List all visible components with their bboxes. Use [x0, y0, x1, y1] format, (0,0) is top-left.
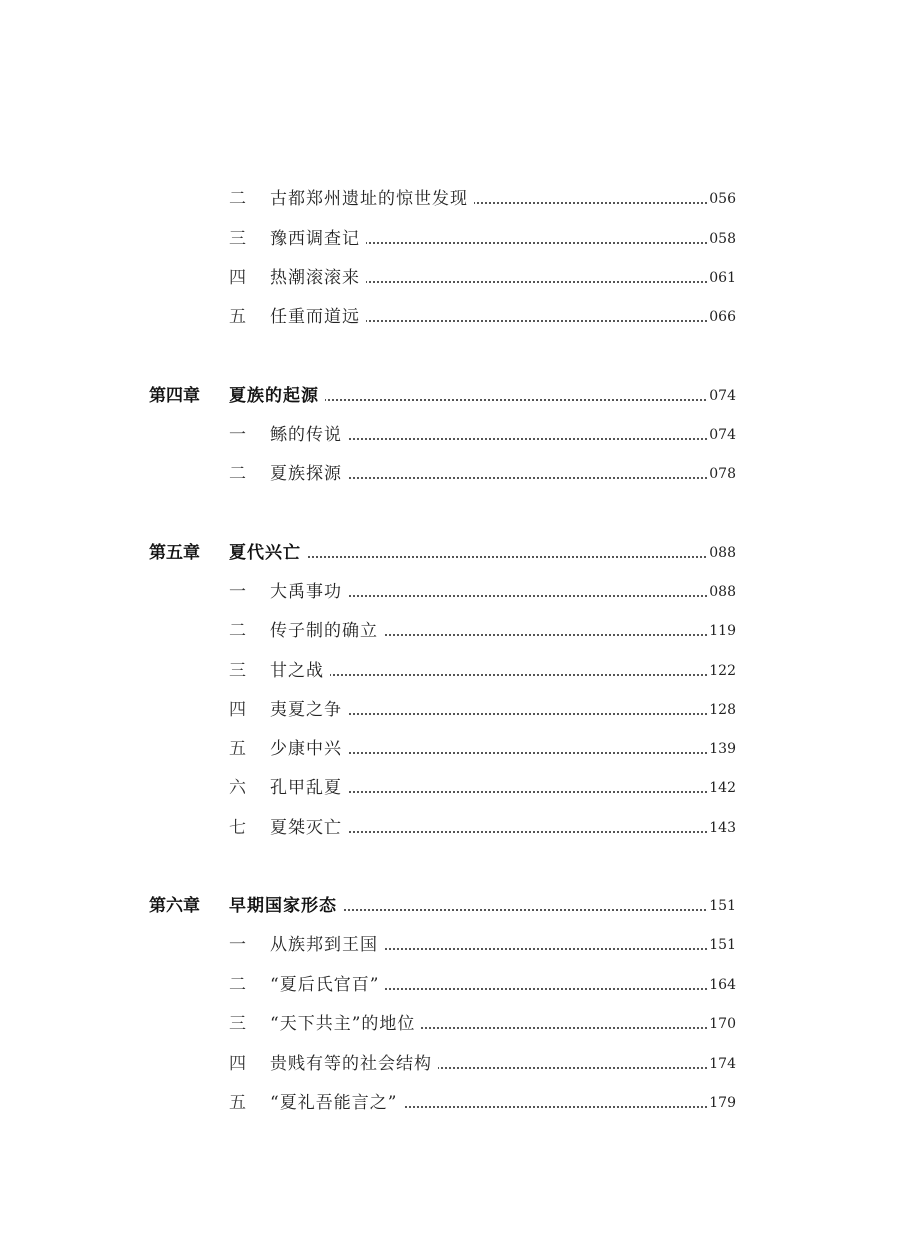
section-title: “夏后氏官百”	[270, 970, 385, 1000]
toc-entry[interactable]	[0, 224, 900, 254]
section-title: 孔甲乱夏	[270, 773, 348, 803]
chapter-number: 第五章	[149, 543, 200, 563]
toc-entry[interactable]	[0, 773, 900, 803]
section-number: 三	[229, 661, 246, 681]
toc-entry[interactable]	[0, 695, 900, 725]
section-number: 三	[229, 229, 246, 249]
page-number: 151	[707, 891, 736, 921]
section-title: 贵贱有等的社会结构	[270, 1049, 438, 1079]
toc-chapter-entry[interactable]	[0, 891, 900, 921]
page-number: 179	[707, 1088, 736, 1118]
toc-chapter-entry[interactable]	[0, 538, 900, 568]
toc-entry[interactable]	[0, 459, 900, 489]
dot-leader	[270, 674, 734, 676]
page-number: 074	[707, 381, 736, 411]
section-number: 二	[229, 975, 246, 995]
page-number: 088	[707, 577, 736, 607]
section-title: 少康中兴	[270, 734, 348, 764]
page-number: 058	[707, 224, 736, 254]
section-number: 四	[229, 1054, 246, 1074]
toc-entry[interactable]	[0, 970, 900, 1000]
page-number: 056	[707, 184, 736, 214]
toc-entry[interactable]	[0, 1049, 900, 1079]
section-number: 四	[229, 700, 246, 720]
section-title: 传子制的确立	[270, 616, 384, 646]
toc-entry[interactable]	[0, 1088, 900, 1118]
section-number: 一	[229, 425, 246, 445]
section-number: 一	[229, 935, 246, 955]
section-number: 五	[229, 1093, 246, 1113]
chapter-title: 早期国家形态	[229, 891, 343, 921]
chapter-number: 第四章	[149, 386, 200, 406]
toc-entry[interactable]	[0, 930, 900, 960]
toc-chapter-entry[interactable]	[0, 381, 900, 411]
section-number: 四	[229, 268, 246, 288]
section-title: 夷夏之争	[270, 695, 348, 725]
section-title: 夏族探源	[270, 459, 348, 489]
section-title: 大禹事功	[270, 577, 348, 607]
page-number: 142	[707, 773, 736, 803]
section-title: “夏礼吾能言之”	[270, 1088, 403, 1118]
page-number: 078	[707, 459, 736, 489]
toc-entry[interactable]	[0, 616, 900, 646]
page-number: 119	[707, 616, 736, 646]
chapter-title: 夏族的起源	[229, 381, 325, 411]
section-title: 甘之战	[270, 656, 330, 686]
toc-entry[interactable]	[0, 1009, 900, 1039]
toc-entry[interactable]	[0, 734, 900, 764]
page-number: 170	[707, 1009, 736, 1039]
section-number: 二	[229, 621, 246, 641]
section-number: 三	[229, 1014, 246, 1034]
section-number: 二	[229, 464, 246, 484]
toc-entry[interactable]	[0, 184, 900, 214]
page-number: 151	[707, 930, 736, 960]
page-number: 066	[707, 302, 736, 332]
section-number: 七	[229, 818, 246, 838]
page-number: 061	[707, 263, 736, 293]
page-number: 088	[707, 538, 736, 568]
chapter-number: 第六章	[149, 896, 200, 916]
section-title: 夏桀灭亡	[270, 813, 348, 843]
toc-entry[interactable]	[0, 420, 900, 450]
page-number: 074	[707, 420, 736, 450]
toc-entry[interactable]	[0, 263, 900, 293]
section-title: 任重而道远	[270, 302, 366, 332]
toc-entry[interactable]	[0, 656, 900, 686]
chapter-title: 夏代兴亡	[229, 538, 307, 568]
page-number: 164	[707, 970, 736, 1000]
toc-entry[interactable]	[0, 302, 900, 332]
section-title: “天下共主”的地位	[270, 1009, 421, 1039]
toc-entry[interactable]	[0, 577, 900, 607]
page-number: 122	[707, 656, 736, 686]
section-title: 古都郑州遗址的惊世发现	[270, 184, 474, 214]
section-number: 一	[229, 582, 246, 602]
toc-entry[interactable]	[0, 813, 900, 843]
section-title: 豫西调查记	[270, 224, 366, 254]
section-number: 六	[229, 778, 246, 798]
section-number: 五	[229, 739, 246, 759]
page-number: 128	[707, 695, 736, 725]
section-number: 五	[229, 307, 246, 327]
section-title: 鲧的传说	[270, 420, 348, 450]
section-title: 从族邦到王国	[270, 930, 384, 960]
section-title: 热潮滚滚来	[270, 263, 366, 293]
page-number: 174	[707, 1049, 736, 1079]
page-number: 139	[707, 734, 736, 764]
section-number: 二	[229, 189, 246, 209]
page-number: 143	[707, 813, 736, 843]
